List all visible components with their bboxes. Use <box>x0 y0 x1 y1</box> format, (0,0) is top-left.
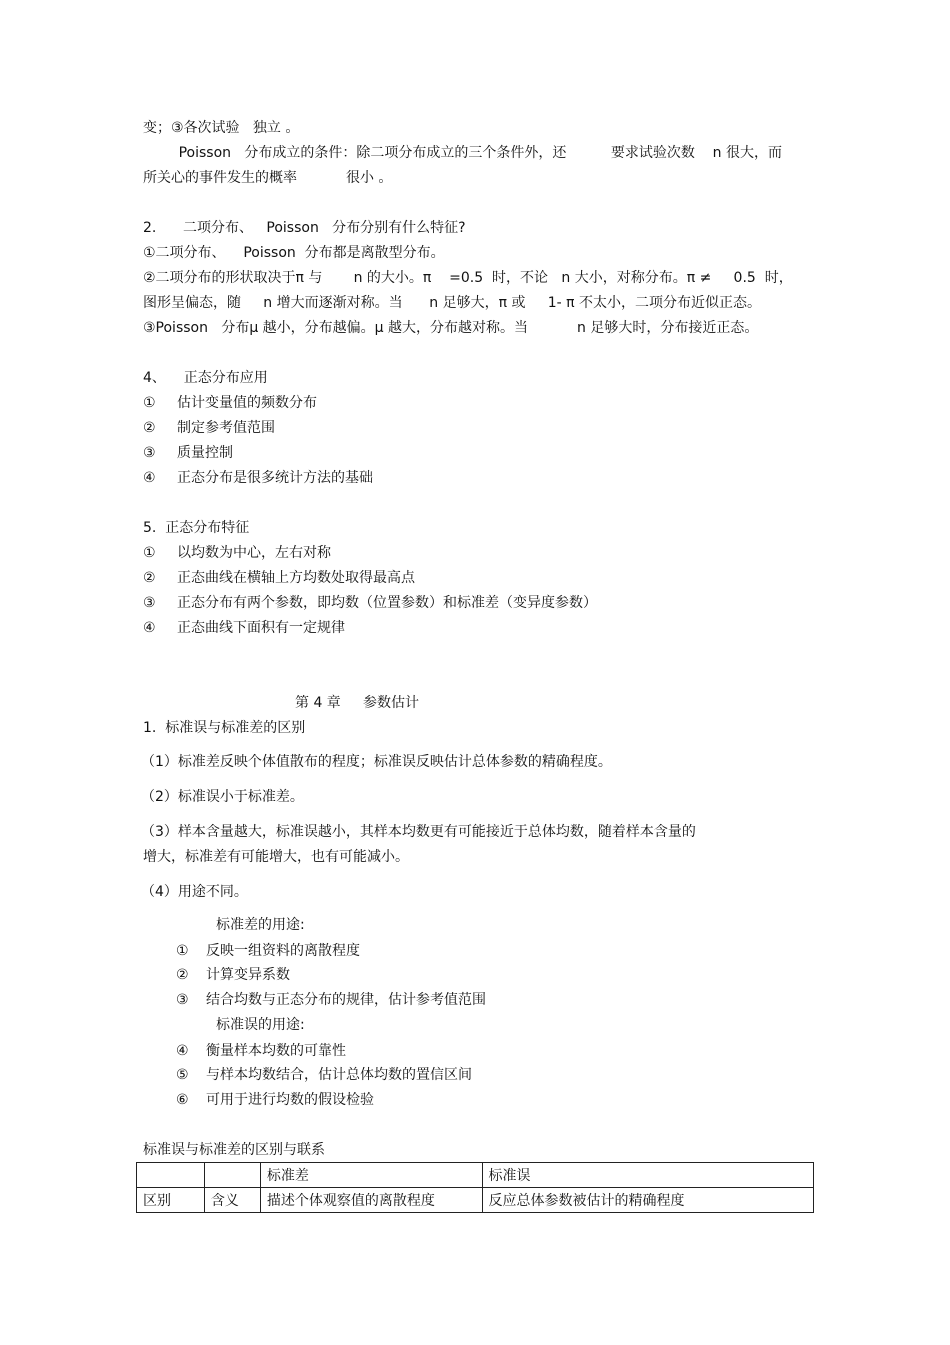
text-line: 所关心的事件发生的概率 很小 。 <box>143 170 393 186</box>
list-number: ⑤ <box>176 1067 189 1083</box>
list-item <box>176 966 290 984</box>
list-item <box>143 469 373 487</box>
question-heading: 1. 标准误与标准差的区别 <box>143 720 306 736</box>
list-item <box>143 619 345 637</box>
list-number: ① <box>176 943 189 959</box>
section-heading: 5. 正态分布特征 <box>143 520 250 536</box>
list-item <box>143 594 597 612</box>
list-number: ③ <box>176 992 189 1008</box>
list-number: ② <box>143 420 156 436</box>
list-number: ② <box>143 570 156 586</box>
paragraph: （3）样本含量越大，标准误越小，其样本均数更有可能接近于总体均数，随着样本含量的 <box>141 824 696 840</box>
list-text: 正态曲线下面积有一定规律 <box>177 620 345 636</box>
list-number: ③ <box>143 595 156 611</box>
list-text: 正态分布有两个参数，即均数（位置参数）和标准差（变异度参数） <box>177 595 597 611</box>
sub-heading: 标准误的用途: <box>216 1017 305 1033</box>
list-item <box>176 1091 374 1109</box>
chapter-title: 第 4 章 参数估计 <box>295 695 420 711</box>
list-item <box>143 544 331 562</box>
list-number: ① <box>143 395 156 411</box>
list-item <box>143 419 275 437</box>
list-number: ④ <box>143 470 156 486</box>
list-item <box>176 1066 472 1084</box>
list-text: 可用于进行均数的假设检验 <box>206 1092 374 1108</box>
text-line: ③Poisson 分布μ 越小，分布越偏。μ 越大，分布越对称。当 n 足够大时，分布接近正态。 <box>143 320 759 336</box>
list-text: 质量控制 <box>177 445 233 461</box>
list-item <box>143 569 415 587</box>
paragraph: （4）用途不同。 <box>141 884 248 900</box>
text-line: ②二项分布的形状取决于π 与 n 的大小。π =0.5 时，不论 n 大小，对称分布。π ≠ 0.5 时， <box>143 270 793 286</box>
list-number: ② <box>176 967 189 983</box>
list-number: ③ <box>143 445 156 461</box>
text-line: ①二项分布、 Poisson 分布都是离散型分布。 <box>143 245 445 261</box>
section-heading: 4、 正态分布应用 <box>143 370 268 386</box>
list-number: ④ <box>176 1043 189 1059</box>
list-text: 估计变量值的频数分布 <box>177 395 317 411</box>
list-text: 结合均数与正态分布的规律，估计参考值范围 <box>206 992 486 1008</box>
list-text: 以均数为中心，左右对称 <box>177 545 331 561</box>
paragraph: （2）标准误小于标准差。 <box>141 789 304 805</box>
list-item <box>176 991 486 1009</box>
list-number: ① <box>143 545 156 561</box>
section-heading: 2. 二项分布、 Poisson 分布分别有什么特征? <box>143 220 466 236</box>
list-text: 与样本均数结合，估计总体均数的置信区间 <box>206 1067 472 1083</box>
list-text: 计算变异系数 <box>206 967 290 983</box>
table-header-cell: 标准误 <box>482 1163 813 1188</box>
text-line: 变；③各次试验 独立 。 <box>143 120 300 136</box>
table-cell: 含义 <box>204 1188 260 1213</box>
list-text: 衡量样本均数的可靠性 <box>206 1043 346 1059</box>
table-cell: 描述个体观察值的离散程度 <box>260 1188 482 1213</box>
paragraph: （1）标准差反映个体值散布的程度；标准误反映估计总体参数的精确程度。 <box>141 754 612 770</box>
list-text: 制定参考值范围 <box>177 420 275 436</box>
table-header-cell <box>137 1163 205 1188</box>
list-text: 正态曲线在横轴上方均数处取得最高点 <box>177 570 415 586</box>
comparison-table <box>136 1162 814 1213</box>
table-header-cell <box>204 1163 260 1188</box>
table-header-row <box>137 1163 814 1188</box>
text-line: 图形呈偏态，随 n 增大而逐渐对称。当 n 足够大，π 或 1- π 不太小，二项分布近似正态。 <box>143 295 762 311</box>
list-item <box>143 394 317 412</box>
list-text: 反映一组资料的离散程度 <box>206 943 360 959</box>
list-number: ⑥ <box>176 1092 189 1108</box>
list-item <box>143 444 233 462</box>
table-cell: 反应总体参数被估计的精确程度 <box>482 1188 813 1213</box>
list-number: ④ <box>143 620 156 636</box>
list-item <box>176 942 360 960</box>
table-header-cell: 标准差 <box>260 1163 482 1188</box>
sub-heading: 标准差的用途: <box>216 917 305 933</box>
table-caption: 标准误与标准差的区别与联系 <box>143 1142 325 1158</box>
text-line: Poisson 分布成立的条件：除二项分布成立的三个条件外，还 要求试验次数 n 很大，而 <box>143 145 783 161</box>
list-text: 正态分布是很多统计方法的基础 <box>177 470 373 486</box>
table-row <box>137 1188 814 1213</box>
paragraph: 增大，标准差有可能增大，也有可能减小。 <box>143 849 409 865</box>
table-cell: 区别 <box>137 1188 205 1213</box>
list-item <box>176 1042 346 1060</box>
